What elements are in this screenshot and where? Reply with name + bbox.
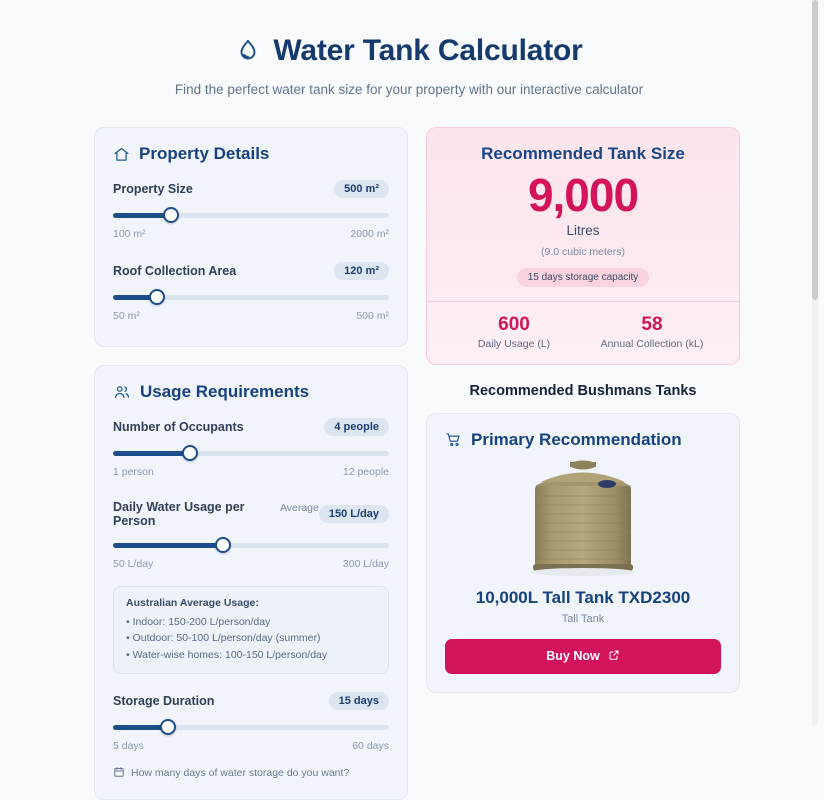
usage-requirements-card bbox=[94, 365, 408, 800]
stat-value: 600 bbox=[498, 313, 530, 335]
roof-area-max: 500 m² bbox=[356, 310, 389, 322]
storage-duration-top bbox=[113, 692, 389, 710]
primary-recommendation-title: Primary Recommendation bbox=[471, 429, 682, 449]
daily-usage-range bbox=[113, 558, 389, 570]
result-title: Recommended Tank Size bbox=[481, 144, 685, 163]
storage-duration-slider[interactable] bbox=[113, 719, 389, 735]
occupants-label: Number of Occupants bbox=[113, 420, 244, 434]
product-name: 10,000L Tall Tank TXD2300 bbox=[475, 587, 691, 607]
roof-area-label-wrap bbox=[113, 264, 236, 278]
roof-area-value: 120 m² bbox=[334, 262, 389, 280]
stat-daily-usage bbox=[445, 314, 583, 350]
property-size-min: 100 m² bbox=[113, 228, 146, 240]
storage-duration-value: 15 days bbox=[329, 692, 389, 710]
roof-area-min: 50 m² bbox=[113, 310, 140, 322]
daily-usage-value: 150 L/day bbox=[319, 505, 389, 523]
occupants-label-wrap bbox=[113, 420, 244, 434]
usage-requirements-title: Usage Requirements bbox=[140, 382, 310, 401]
storage-duration-label: Storage Duration bbox=[113, 693, 215, 708]
usage-requirements-header bbox=[113, 382, 389, 402]
recommended-tank-size-card bbox=[426, 127, 740, 365]
page-header bbox=[0, 0, 818, 97]
home-icon bbox=[113, 146, 130, 163]
roof-area-slider[interactable] bbox=[113, 289, 389, 305]
spacer bbox=[113, 246, 389, 262]
property-size-value: 500 m² bbox=[334, 180, 389, 198]
storage-duration-control bbox=[113, 692, 389, 752]
info-title: Australian Average Usage: bbox=[126, 597, 259, 609]
daily-usage-sublabel: Average bbox=[279, 502, 319, 514]
storage-capacity-badge: 15 days storage capacity bbox=[517, 268, 650, 287]
daily-usage-top bbox=[113, 500, 389, 528]
daily-usage-slider[interactable] bbox=[113, 537, 389, 553]
product-type: Tall Tank bbox=[561, 612, 605, 625]
roof-area-label: Roof Collection Area bbox=[113, 264, 237, 278]
result-stats bbox=[445, 314, 721, 350]
australian-average-info bbox=[113, 586, 389, 674]
slider-thumb[interactable] bbox=[160, 719, 176, 735]
info-item: • Indoor: 150-200 L/person/day bbox=[126, 616, 271, 628]
shopping-cart-icon bbox=[445, 431, 462, 448]
slider-thumb[interactable] bbox=[215, 537, 231, 553]
storage-duration-label-wrap bbox=[113, 694, 214, 708]
stat-value: 58 bbox=[641, 313, 663, 335]
daily-usage-label: Daily Water Usage per Person bbox=[113, 500, 245, 528]
storage-duration-hint bbox=[113, 766, 389, 781]
info-item: • Water-wise homes: 100-150 L/person/day bbox=[126, 648, 328, 661]
main-columns bbox=[0, 97, 818, 800]
stat-label: Daily Usage (L) bbox=[477, 337, 551, 350]
occupants-slider[interactable] bbox=[113, 445, 389, 461]
primary-recommendation-header bbox=[445, 430, 721, 450]
occupants-max: 12 people bbox=[342, 466, 389, 478]
daily-usage-max: 300 L/day bbox=[342, 558, 389, 570]
left-column bbox=[94, 127, 408, 800]
result-unit: Litres bbox=[566, 222, 600, 238]
spacer bbox=[113, 484, 389, 500]
stat-annual-collection bbox=[583, 314, 721, 350]
tank-product-image bbox=[445, 456, 721, 576]
slider-fill bbox=[113, 543, 223, 548]
occupants-range bbox=[113, 466, 389, 478]
calendar-icon bbox=[113, 766, 125, 781]
scrollbar-thumb[interactable] bbox=[812, 0, 818, 300]
divider bbox=[427, 301, 739, 302]
daily-usage-control bbox=[113, 500, 389, 570]
roof-area-range bbox=[113, 310, 389, 322]
buy-now-label: Buy Now bbox=[546, 649, 600, 664]
property-details-card bbox=[94, 127, 408, 347]
hint-text: How many days of water storage do you want? bbox=[131, 767, 350, 780]
stat-label: Annual Collection (kL) bbox=[600, 337, 704, 350]
storage-duration-min: 5 days bbox=[113, 739, 144, 752]
water-drop-icon bbox=[235, 38, 261, 64]
property-details-title: Property Details bbox=[139, 144, 270, 163]
slider-thumb[interactable] bbox=[149, 289, 165, 305]
property-size-top bbox=[113, 180, 389, 198]
users-icon bbox=[113, 383, 131, 401]
property-size-max: 2000 m² bbox=[350, 228, 389, 240]
page-subtitle: Find the perfect water tank size for your property with our interactive calculator bbox=[174, 82, 644, 97]
title-row bbox=[0, 34, 818, 68]
primary-recommendation-card bbox=[426, 413, 740, 693]
recommendations-heading: Recommended Bushmans Tanks bbox=[469, 382, 697, 399]
property-details-header bbox=[113, 144, 389, 164]
info-item: • Outdoor: 50-100 L/person/day (summer) bbox=[126, 632, 321, 645]
slider-fill bbox=[113, 451, 190, 456]
page-scrollbar[interactable] bbox=[812, 0, 818, 725]
property-size-label: Property Size bbox=[113, 182, 193, 196]
occupants-top bbox=[113, 418, 389, 436]
buy-now-button[interactable] bbox=[445, 639, 721, 674]
result-note: (9.0 cubic meters) bbox=[540, 245, 626, 258]
daily-usage-min: 50 L/day bbox=[113, 558, 154, 570]
page-title: Water Tank Calculator bbox=[273, 34, 583, 67]
right-column bbox=[426, 127, 740, 693]
property-size-range bbox=[113, 228, 389, 240]
external-link-icon bbox=[608, 649, 620, 664]
result-value: 9,000 bbox=[527, 169, 639, 221]
property-size-slider[interactable] bbox=[113, 207, 389, 223]
property-size-label-wrap bbox=[113, 182, 193, 196]
storage-duration-max: 60 days bbox=[352, 739, 389, 752]
storage-duration-range bbox=[113, 740, 389, 752]
property-size-control bbox=[113, 180, 389, 240]
slider-thumb[interactable] bbox=[182, 445, 198, 461]
daily-usage-label-wrap bbox=[113, 500, 319, 528]
roof-area-top bbox=[113, 262, 389, 280]
occupants-value: 4 people bbox=[324, 418, 389, 436]
roof-area-control bbox=[113, 262, 389, 322]
occupants-min: 1 person bbox=[113, 466, 154, 478]
occupants-control bbox=[113, 418, 389, 478]
slider-thumb[interactable] bbox=[163, 207, 179, 223]
